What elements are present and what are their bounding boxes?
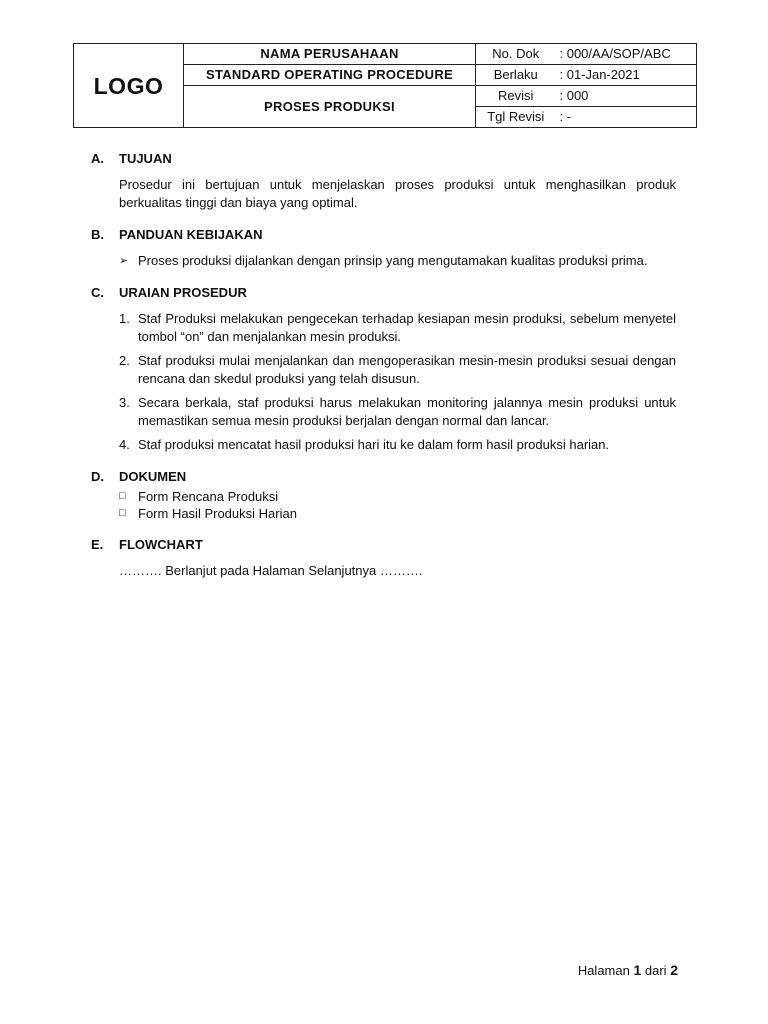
section-letter: D.	[91, 469, 104, 484]
list-item	[119, 352, 676, 388]
document-header-table	[73, 43, 697, 128]
company-name: NAMA PERUSAHAAN	[184, 44, 476, 65]
section-heading	[91, 536, 676, 554]
section-letter: C.	[91, 285, 104, 300]
page-number	[578, 962, 678, 978]
section-panduan-kebijakan	[91, 226, 676, 270]
list-item	[119, 488, 676, 505]
list-item	[119, 436, 676, 454]
section-title: URAIAN PROSEDUR	[119, 285, 247, 300]
list-item-text: Staf produksi mencatat hasil produksi hari itu ke dalam form hasil produksi harian.	[138, 437, 610, 452]
section-letter: B.	[91, 227, 104, 242]
list-item	[119, 310, 676, 346]
continuation-note: ………. Berlanjut pada Halaman Selanjutnya ……….	[119, 563, 423, 578]
policy-list	[91, 252, 676, 270]
page-mid: dari	[644, 963, 667, 978]
list-item-text: Staf Produksi melakukan pengecekan terhadap kesiapan mesin produksi, sebelum menyetel tombol “on” dan menjalankan mesin produksi.	[138, 311, 676, 344]
list-item-text: Proses produksi dijalankan dengan prinsip yang mengutamakan kualitas produksi prima.	[138, 253, 648, 268]
meta-label-revisi: Revisi	[476, 86, 556, 107]
list-item	[119, 252, 676, 270]
meta-value-revisi: : 000	[556, 86, 697, 107]
square-bullet-icon: □	[119, 507, 126, 519]
section-title: DOKUMEN	[119, 469, 187, 484]
section-flowchart	[91, 536, 676, 580]
section-heading	[91, 468, 676, 486]
list-number: 2.	[119, 353, 130, 368]
doc-title: PROSES PRODUKSI	[184, 86, 476, 128]
document-body	[91, 150, 676, 594]
meta-label-tgl-revisi: Tgl Revisi	[476, 107, 556, 128]
meta-label-berlaku: Berlaku	[476, 65, 556, 86]
list-item-text: Form Rencana Produksi	[138, 489, 279, 504]
section-text: Prosedur ini bertujuan untuk menjelaskan proses produksi untuk menghasilkan produk berkualitas tinggi dan biaya yang optimal.	[119, 177, 676, 210]
square-bullet-icon: □	[119, 490, 126, 502]
section-heading	[91, 284, 676, 302]
page-prefix: Halaman	[577, 963, 630, 978]
section-heading	[91, 226, 676, 244]
total-pages: 2	[670, 962, 678, 978]
document-list	[91, 488, 676, 522]
current-page: 1	[633, 962, 642, 978]
list-item-text: Form Hasil Produksi Harian	[138, 506, 297, 521]
list-item	[119, 505, 676, 522]
section-uraian-prosedur	[91, 284, 676, 454]
list-item	[119, 394, 676, 430]
doc-type: STANDARD OPERATING PROCEDURE	[184, 65, 476, 86]
list-number: 4.	[119, 437, 130, 452]
section-title: TUJUAN	[119, 151, 172, 166]
section-tujuan	[91, 150, 676, 212]
meta-value-no-dok: : 000/AA/SOP/ABC	[556, 44, 697, 65]
list-item-text: Staf produksi mulai menjalankan dan mengoperasikan mesin-mesin produksi sesuai dengan rencana dan skedul produksi yang telah disusun.	[138, 353, 676, 386]
arrow-bullet-icon: ➢	[119, 255, 129, 267]
meta-label-no-dok: No. Dok	[476, 44, 556, 65]
procedure-list	[91, 310, 676, 454]
list-number: 1.	[119, 311, 130, 326]
section-letter: A.	[91, 151, 104, 166]
section-heading	[91, 150, 676, 168]
list-number: 3.	[119, 395, 130, 410]
meta-value-tgl-revisi: : -	[556, 107, 697, 128]
section-letter: E.	[91, 537, 104, 552]
section-title: FLOWCHART	[119, 537, 203, 552]
logo: LOGO	[74, 44, 184, 128]
meta-value-berlaku: : 01-Jan-2021	[556, 65, 697, 86]
section-title: PANDUAN KEBIJAKAN	[119, 227, 263, 242]
section-dokumen	[91, 468, 676, 522]
list-item-text: Secara berkala, staf produksi harus melakukan monitoring jalannya mesin produksi untuk memastikan semua mesin produksi berjalan dengan normal dan lancar.	[138, 395, 676, 428]
